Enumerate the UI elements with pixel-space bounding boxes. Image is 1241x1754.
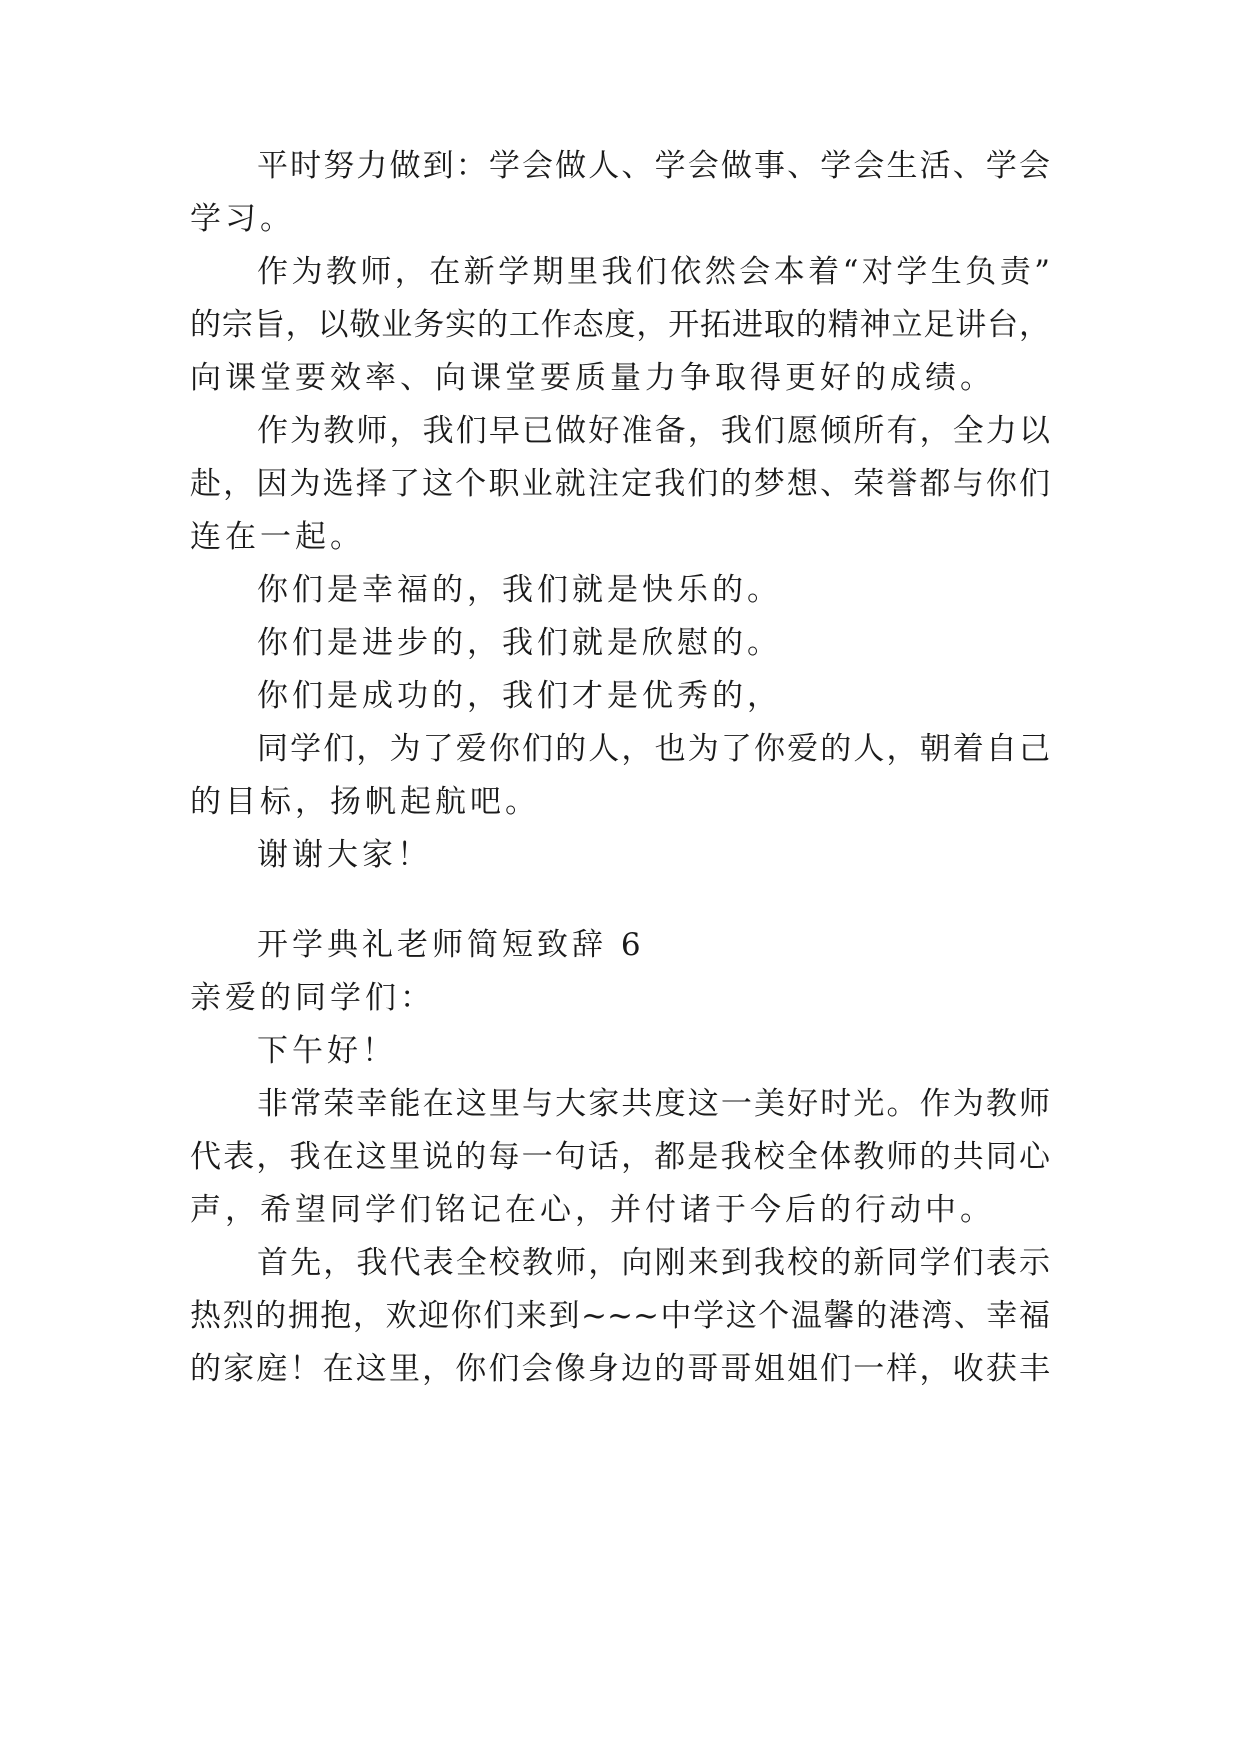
paragraph-line: 作为教师，在新学期里我们依然会本着“对学生负责”: [257, 254, 1050, 290]
paragraph-line: 连在一起。: [190, 519, 365, 555]
paragraph-line: 同学们，为了爱你们的人，也为了你爱的人，朝着自己: [257, 731, 1050, 767]
salutation: 亲爱的同学们：: [190, 980, 435, 1016]
paragraph-line: 你们是成功的，我们才是优秀的，: [257, 678, 782, 714]
paragraph-line: 你们是进步的，我们就是欣慰的。: [257, 625, 782, 661]
paragraph-line: 学习。: [190, 201, 295, 237]
closing-line: 谢谢大家！: [257, 837, 432, 873]
paragraph-line: 赴，因为选择了这个职业就注定我们的梦想、荣誉都与你们: [190, 466, 1050, 502]
paragraph-line: 的家庭！在这里，你们会像身边的哥哥姐姐们一样，收获丰: [190, 1351, 1050, 1387]
paragraph-line: 的目标，扬帆起航吧。: [190, 784, 540, 820]
paragraph-line: 向课堂要效率、向课堂要质量力争取得更好的成绩。: [190, 360, 995, 396]
paragraph-line: 首先，我代表全校教师，向刚来到我校的新同学们表示: [257, 1245, 1050, 1281]
paragraph-line: 代表，我在这里说的每一句话，都是我校全体教师的共同心: [190, 1139, 1050, 1175]
paragraph-line: 的宗旨，以敬业务实的工作态度，开拓进取的精神立足讲台，: [190, 307, 1050, 343]
section-heading: 开学典礼老师简短致辞 6: [257, 927, 645, 963]
paragraph-line: 声，希望同学们铭记在心，并付诸于今后的行动中。: [190, 1192, 995, 1228]
paragraph-line: 非常荣幸能在这里与大家共度这一美好时光。作为教师: [257, 1086, 1050, 1122]
paragraph-line: 热烈的拥抱，欢迎你们来到~~~中学这个温馨的港湾、幸福: [190, 1298, 1050, 1334]
greeting: 下午好！: [257, 1033, 397, 1069]
paragraph-line: 你们是幸福的，我们就是快乐的。: [257, 572, 782, 608]
paragraph-line: 作为教师，我们早已做好准备，我们愿倾所有，全力以: [257, 413, 1050, 449]
paragraph-line: 平时努力做到：学会做人、学会做事、学会生活、学会: [257, 148, 1050, 184]
